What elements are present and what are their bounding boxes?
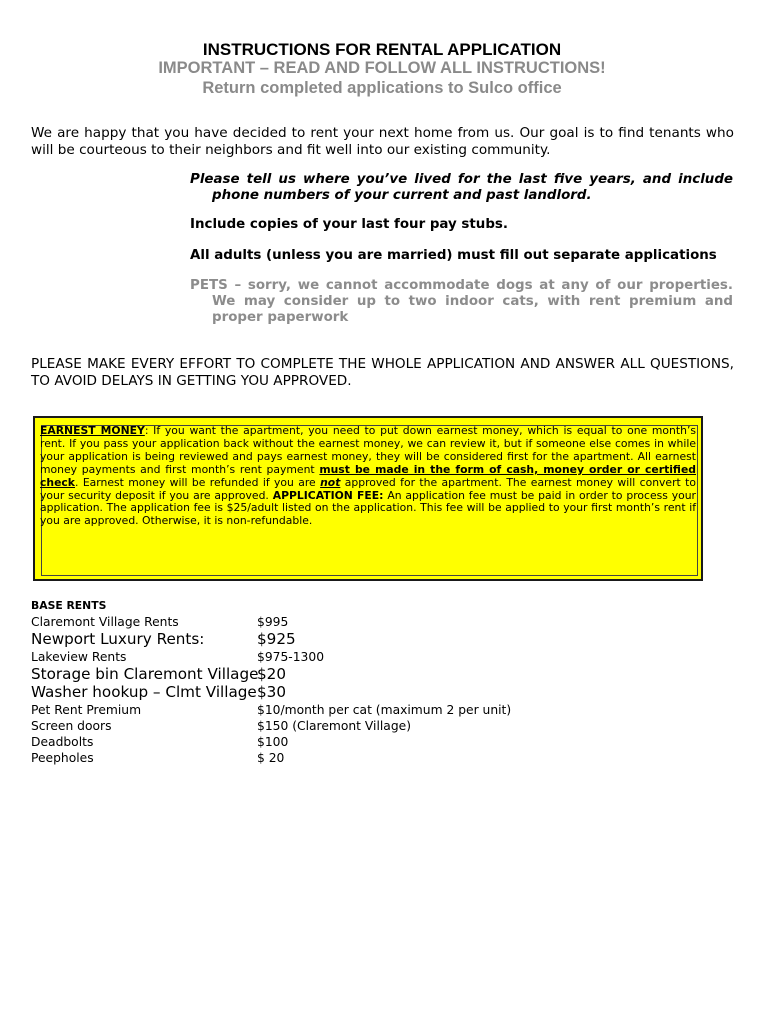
- rent-value: $975-1300: [257, 649, 325, 664]
- rent-label: Deadbolts: [31, 734, 94, 749]
- base-rents-section: [31, 598, 551, 766]
- rent-label: Claremont Village Rents: [31, 615, 179, 629]
- rent-value: $20: [257, 664, 286, 683]
- pets-policy: PETS – sorry, we cannot accommodate dogs at any of our properties. We may consider up to two indoor cats, with rent premium and proper paperwork: [190, 278, 733, 325]
- return-instruction: Return completed applications to Sulco office: [202, 79, 562, 97]
- intro-paragraph: We are happy that you have decided to rent your next home from us. Our goal is to find tenants who will be courteous to their neighbors and fit well into our existing community.: [31, 125, 734, 158]
- rent-label: Washer hookup – Clmt Village: [31, 683, 257, 701]
- separate-applications-instruction: All adults (unless you are married) must fill out separate applications: [190, 248, 717, 263]
- rent-value: $995: [257, 615, 289, 629]
- rent-row: [31, 734, 551, 750]
- application-fee-heading: APPLICATION FEE:: [272, 488, 384, 502]
- rent-value: $ 20: [257, 750, 285, 765]
- rent-row: [31, 614, 551, 630]
- rent-label: Lakeview Rents: [31, 649, 127, 664]
- rent-label: Peepholes: [31, 750, 94, 765]
- rent-label: Storage bin Claremont Village: [31, 664, 259, 683]
- rent-row: [31, 702, 551, 718]
- rent-label: Pet Rent Premium: [31, 702, 142, 717]
- rent-value: $925: [257, 630, 296, 648]
- complete-application-notice: PLEASE MAKE EVERY EFFORT TO COMPLETE THE WHOLE APPLICATION AND ANSWER ALL QUESTIONS, TO AVOID DELAYS IN GETTING YOU APPROVED.: [31, 356, 734, 389]
- page-title: INSTRUCTIONS FOR RENTAL APPLICATION: [202, 40, 562, 59]
- payment-form-requirement: must be made in the form of cash, money order or certified check: [40, 462, 696, 489]
- earnest-money-text: [40, 425, 696, 528]
- rent-label: Screen doors: [31, 718, 112, 733]
- base-rents-heading: BASE RENTS: [31, 599, 107, 612]
- rent-row: [31, 683, 551, 702]
- rent-row: [31, 630, 551, 649]
- earnest-text-part4: An application fee must be paid in order to process your application. The application fee is $25/adult listed on the application. This fee will be applied to your first month’s rent if you are approved. Otherwise, it is non-refundable.: [40, 488, 696, 528]
- earnest-text-part3: approved for the apartment. The earnest money will convert to your security deposit if you are approved.: [40, 475, 696, 502]
- earnest-text-part1: : If you want the apartment, you need to put down earnest money, which is equal to one month’s rent. If you pass your application back without the earnest money, we can review it, but if someone else comes in while your application is being reviewed and pays earnest money, they will be considered first for the apartment. All earnest money payments and first month’s rent payment: [40, 424, 696, 476]
- rent-value: $10/month per cat (maximum 2 per unit): [257, 702, 512, 717]
- rent-value: $150 (Claremont Village): [257, 718, 412, 733]
- rent-row: [31, 665, 551, 684]
- rent-value: $30: [257, 683, 286, 701]
- important-subtitle: IMPORTANT – READ AND FOLLOW ALL INSTRUCTIONS!: [158, 59, 606, 77]
- residence-history-instruction: Please tell us where you’ve lived for the last five years, and include phone numbers of your current and past landlord.: [190, 172, 733, 203]
- rent-row: [31, 718, 551, 734]
- earnest-text-part2: . Earnest money will be refunded if you are: [75, 475, 321, 489]
- rent-row: [31, 649, 551, 665]
- rent-label: Newport Luxury Rents:: [31, 630, 205, 648]
- rent-row: [31, 750, 551, 766]
- not-emphasis: not: [320, 475, 341, 489]
- earnest-money-heading: EARNEST MONEY: [40, 424, 145, 437]
- pay-stubs-instruction: Include copies of your last four pay stubs.: [190, 217, 508, 232]
- rent-value: $100: [257, 734, 289, 749]
